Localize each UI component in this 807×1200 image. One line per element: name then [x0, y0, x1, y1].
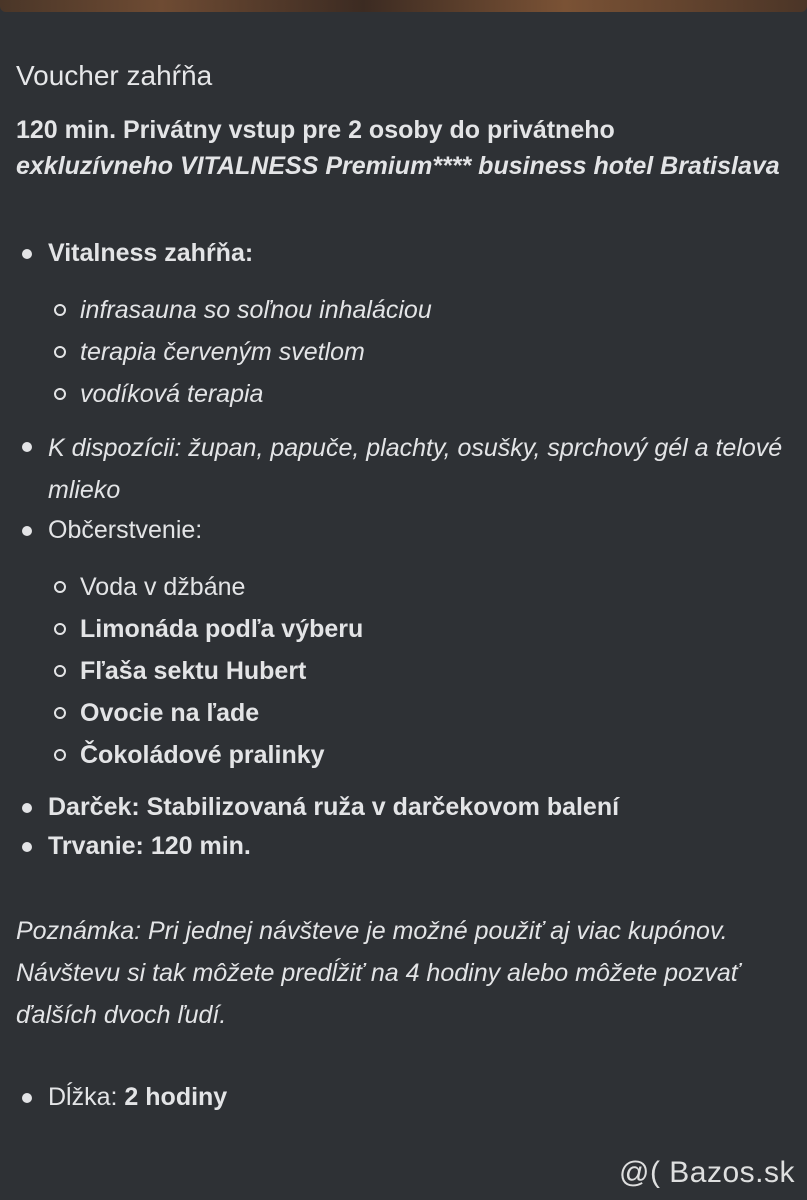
vitalness-label: Vitalness zahŕňa:	[48, 239, 254, 267]
list-item: terapia červeným svetlom	[48, 331, 796, 373]
listing-description	[16, 56, 796, 1117]
voucher-subtitle	[16, 112, 796, 184]
length-value: 2 hodiny	[124, 1083, 228, 1111]
list-item	[16, 1078, 796, 1117]
list-item: infrasauna so soľnou inhaláciou	[48, 289, 796, 331]
length-label: Dĺžka:	[48, 1083, 118, 1111]
list-item: Limonáda podľa výberu	[48, 608, 796, 650]
list-item: Fľaša sektu Hubert	[48, 650, 796, 692]
length-list	[16, 1078, 796, 1117]
section-title: Voucher zahŕňa	[16, 60, 213, 91]
list-item: Trvanie: 120 min.	[16, 827, 796, 866]
refresh-sublist	[48, 566, 796, 776]
list-item: Darček: Stabilizovaná ruža v darčekovom balení	[16, 788, 796, 827]
list-item: K dispozícii: župan, papuče, plachty, osušky, sprchový gél a telové mlieko	[16, 427, 796, 511]
listing-photo[interactable]	[0, 0, 807, 12]
list-item: vodíková terapia	[48, 373, 796, 415]
list-item: Voda v džbáne	[48, 566, 796, 608]
vitalness-sublist	[48, 289, 796, 415]
bazos-watermark: @( Bazos.sk	[619, 1156, 795, 1189]
note-text: Poznámka: Pri jednej návšteve je možné použiť aj viac kupónov. Návštevu si tak môžete predĺžiť na 4 hodiny alebo môžete pozvať ďalších dvoch ľudí.	[16, 917, 740, 1029]
refresh-label: Občerstvenie:	[48, 516, 203, 544]
subtitle-line: 120 min. Privátny vstup pre 2 osoby do privátneho	[16, 116, 615, 144]
list-item: Čokoládové pralinky	[48, 734, 796, 776]
list-item: Ovocie na ľade	[48, 692, 796, 734]
list-item	[16, 234, 796, 415]
subtitle-hotel: exkluzívneho VITALNESS Premium**** business hotel Bratislava	[16, 152, 780, 180]
list-item	[16, 511, 796, 776]
features-list	[16, 234, 796, 866]
